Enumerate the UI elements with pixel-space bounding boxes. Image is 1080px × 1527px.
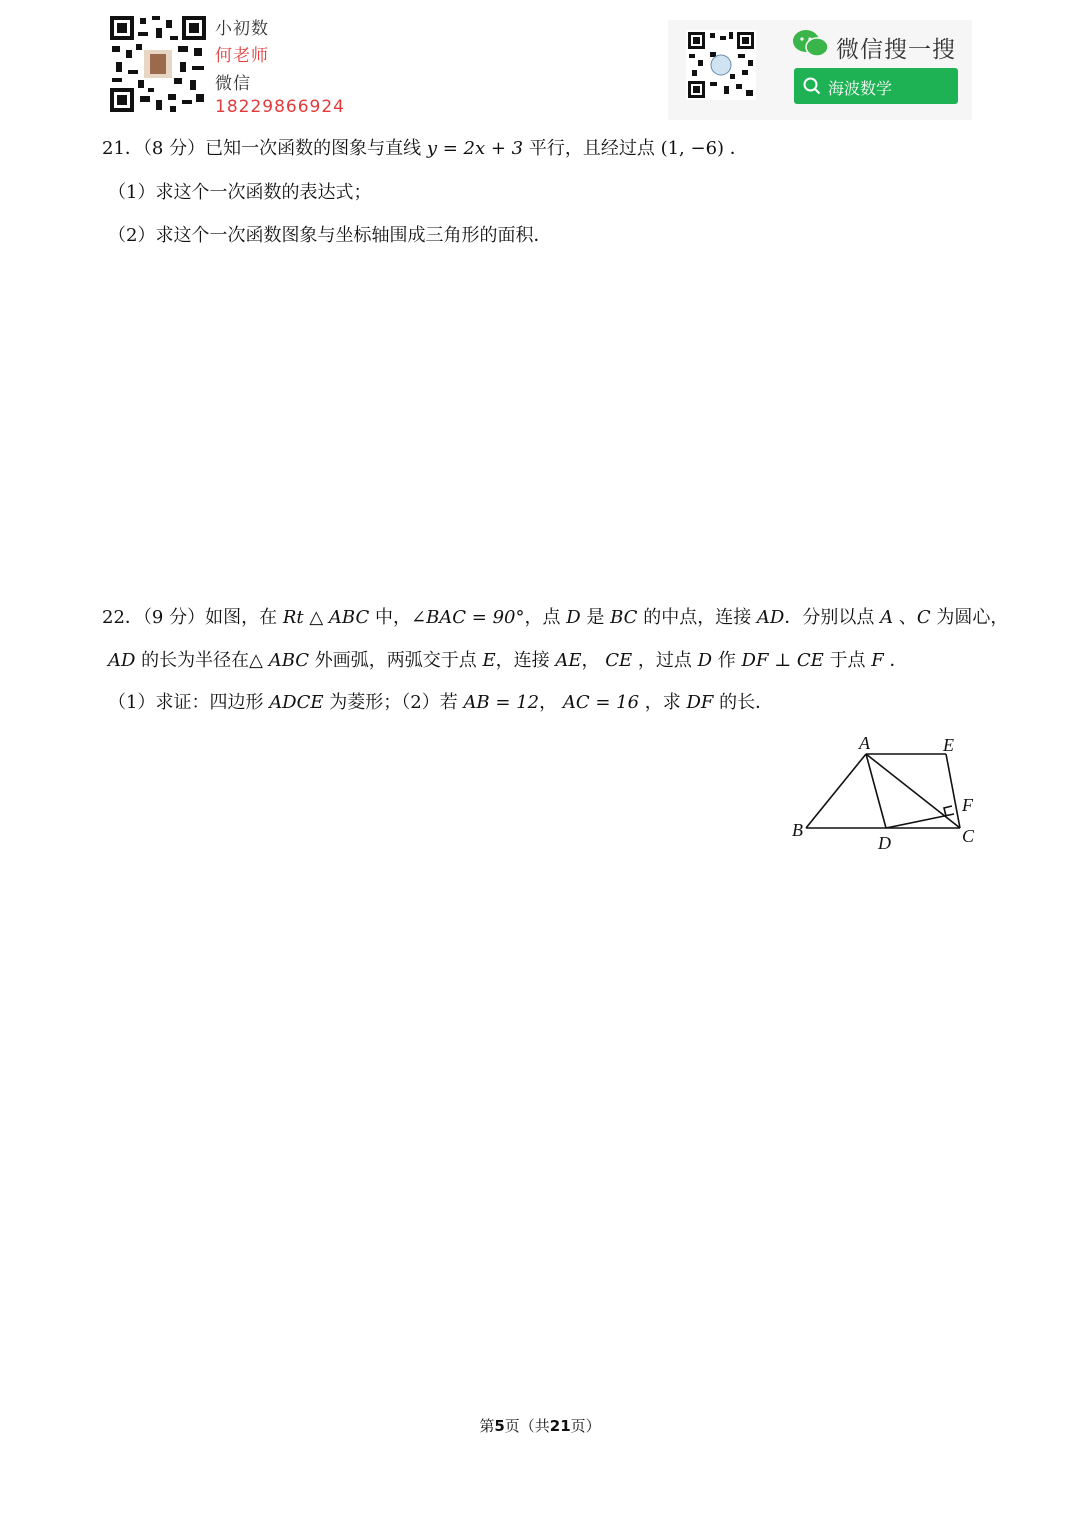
- math-expression: D: [566, 607, 581, 628]
- question-text: 为菱形；（2）若: [323, 692, 464, 713]
- teacher-text: 小初数: [215, 19, 269, 39]
- question-text: △: [303, 607, 329, 628]
- segment-ab: [806, 754, 866, 828]
- question-text: 、: [893, 607, 917, 628]
- wechat-search-title: 微信搜一搜: [836, 37, 956, 63]
- math-expression: AB = 12: [463, 692, 540, 713]
- question-text: （1）求证：四边形: [108, 692, 270, 713]
- math-expression: C: [916, 607, 931, 628]
- math-expression: BC: [610, 607, 638, 628]
- wechat-logo-icon: [792, 28, 830, 58]
- teacher-line-subject: [215, 14, 269, 39]
- math-expression: F: [871, 650, 884, 671]
- segment-df: [886, 814, 954, 828]
- search-icon: [803, 77, 821, 95]
- segment-ac: [866, 754, 960, 828]
- math-expression: CE: [605, 650, 633, 671]
- question-text: 的长为半径在△: [135, 650, 269, 671]
- footer-page-number: 5: [494, 1417, 505, 1435]
- question-text: ，点: [524, 607, 567, 628]
- teacher-line-wechat: [215, 69, 251, 94]
- math-expression: E: [482, 650, 496, 671]
- question-text: 外画弧，两弧交于点: [309, 650, 483, 671]
- teacher-text: 18229866924: [215, 97, 345, 117]
- q21-point: (1, −6): [660, 138, 725, 159]
- q22-line1: [102, 606, 1008, 630]
- math-expression: ADCE: [269, 692, 324, 713]
- label-a: A: [859, 733, 870, 753]
- q21-stem-prefix: 21．（8 分）已知一次函数的图象与直线: [102, 138, 422, 159]
- question-text: 的长．: [713, 692, 774, 713]
- label-c: C: [962, 826, 975, 846]
- teacher-line-phone: [215, 97, 345, 117]
- math-expression: Rt: [282, 607, 304, 628]
- math-expression: A: [880, 607, 894, 628]
- q22-line3: [108, 691, 773, 715]
- wechat-search-banner: [668, 20, 972, 120]
- segment-ad: [866, 754, 886, 828]
- q21-stem-end: ．: [729, 138, 748, 159]
- footer-mid: 页（共: [504, 1417, 550, 1435]
- question-text: 作: [712, 650, 742, 671]
- teacher-line-name: [215, 41, 269, 66]
- math-expression: AD: [108, 650, 136, 671]
- wechat-search-query: 海波数学: [828, 79, 893, 98]
- question-text: ，求: [639, 692, 687, 713]
- label-e: E: [943, 735, 954, 755]
- q21-part1: （1）求这个一次函数的表达式；: [108, 182, 372, 203]
- question-text: 于点: [823, 650, 872, 671]
- q22-line2: [108, 649, 907, 673]
- math-expression: DF: [686, 692, 714, 713]
- math-expression: ABC: [328, 607, 370, 628]
- question-text: 为圆心，: [930, 607, 1009, 628]
- teacher-text: 何老师: [215, 46, 269, 66]
- math-expression: ∠BAC = 90°: [410, 607, 525, 628]
- footer-suffix: 页）: [570, 1417, 601, 1435]
- math-expression: DF ⊥ CE: [741, 650, 824, 671]
- question-text: ．: [883, 650, 908, 671]
- math-expression: AE: [555, 650, 582, 671]
- page-footer: [0, 1415, 1080, 1436]
- label-f: F: [962, 795, 973, 815]
- question-text: ，: [539, 692, 563, 713]
- question-text: ，: [581, 650, 606, 671]
- q21-stem-mid: 平行，且经过点: [528, 138, 655, 159]
- q21-stem: [102, 137, 748, 161]
- figure-lines: [806, 754, 960, 828]
- footer-prefix: 第: [479, 1417, 495, 1435]
- question-text: 中，: [369, 607, 411, 628]
- teacher-contact-block: [108, 14, 345, 118]
- label-b: B: [792, 820, 803, 840]
- question-text: 是: [580, 607, 611, 628]
- math-expression: ABC: [268, 650, 310, 671]
- segment-ce: [946, 754, 960, 828]
- footer-total-pages: 21: [549, 1417, 571, 1435]
- q21-line-equation: y = 2x + 3: [426, 138, 524, 159]
- question-text: ，连接: [495, 650, 556, 671]
- qr-code-icon: [108, 14, 208, 114]
- teacher-text: 微信: [215, 74, 251, 94]
- question-text: ．分别以点: [784, 607, 881, 628]
- wechat-search-bar[interactable]: [794, 68, 958, 104]
- question-text: 22．（9 分）如图，在: [102, 607, 283, 628]
- rhombus-figure: [786, 730, 986, 858]
- math-expression: AD: [756, 607, 785, 628]
- q21-part2: （2）求这个一次函数图象与坐标轴围成三角形的面积．: [108, 225, 552, 246]
- math-expression: AC = 16: [562, 692, 640, 713]
- question-text: ，过点: [632, 650, 698, 671]
- question-text: 的中点，连接: [637, 607, 757, 628]
- qr-code-icon: [686, 30, 756, 100]
- math-expression: D: [697, 650, 713, 671]
- label-d: D: [878, 833, 891, 853]
